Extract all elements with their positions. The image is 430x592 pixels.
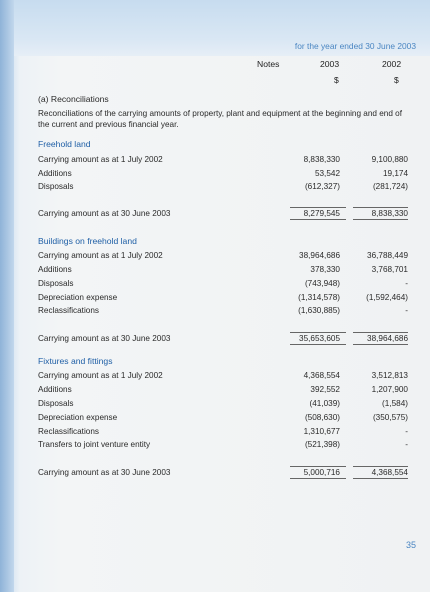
table-row [38, 427, 408, 439]
row-label: Disposals [38, 399, 74, 408]
value-2003: 5,000,716 [303, 468, 340, 477]
value-2002: 19,174 [382, 169, 408, 178]
year-2003-column-header: 2003 [320, 59, 340, 69]
binding-spine [0, 0, 14, 592]
row-label: Carrying amount as at 1 July 2002 [38, 155, 163, 164]
row-label: Depreciation expense [38, 413, 118, 422]
value-2002: 36,788,449 [367, 251, 408, 260]
row-label: Disposals [38, 279, 74, 288]
reconciliations-intro: Reconciliations of the carrying amounts of property, plant and equipment at the beginning and end of the current and previous financial year. [38, 109, 402, 129]
total-row [38, 468, 408, 480]
table-row [38, 251, 408, 263]
value-2003: 38,964,686 [299, 251, 340, 260]
value-2002: (281,724) [372, 182, 408, 191]
total-row [38, 209, 408, 221]
table-row [38, 279, 408, 291]
row-label: Additions [38, 265, 72, 274]
value-2002: 1,207,900 [371, 385, 408, 394]
row-label: Carrying amount as at 1 July 2002 [38, 251, 163, 260]
section-title-freehold-land: Freehold land [38, 139, 91, 149]
total-row [38, 334, 408, 346]
value-2002: 9,100,880 [371, 155, 408, 164]
value-2002: 3,768,701 [371, 265, 408, 274]
table-row [38, 385, 408, 397]
value-2003: (1,314,578) [298, 293, 340, 302]
value-2003: (521,398) [304, 440, 340, 449]
value-2003: 8,838,330 [303, 155, 340, 164]
reconciliations-title: (a) Reconciliations [38, 94, 109, 104]
value-2002: - [405, 279, 408, 288]
table-row [38, 169, 408, 181]
value-2003: (612,327) [304, 182, 340, 191]
row-label: Disposals [38, 182, 74, 191]
value-2003: 1,310,677 [303, 427, 340, 436]
value-2003: (743,948) [304, 279, 340, 288]
table-row [38, 371, 408, 383]
row-label: Carrying amount as at 30 June 2003 [38, 334, 171, 343]
value-2002: (350,575) [372, 413, 408, 422]
year-2002-column-header: 2002 [382, 59, 402, 69]
value-2003: (41,039) [309, 399, 340, 408]
row-label: Carrying amount as at 30 June 2003 [38, 468, 171, 477]
currency-2002: $ [394, 75, 399, 85]
value-2002: 38,964,686 [367, 334, 408, 343]
page-number: 35 [405, 540, 416, 550]
value-2003: 53,542 [314, 169, 340, 178]
notes-column-header: Notes [257, 59, 280, 69]
table-row [38, 155, 408, 167]
row-label: Depreciation expense [38, 293, 118, 302]
row-label: Reclassifications [38, 427, 99, 436]
row-label: Additions [38, 169, 72, 178]
value-2002: 3,512,813 [371, 371, 408, 380]
table-row [38, 182, 408, 194]
row-label: Additions [38, 385, 72, 394]
value-2003: 378,330 [310, 265, 340, 274]
table-row [38, 413, 408, 425]
value-2002: (1,584) [382, 399, 408, 408]
page-header-title: for the year ended 30 June 2003 [294, 41, 416, 51]
table-row [38, 293, 408, 305]
currency-2003: $ [334, 75, 339, 85]
value-2002: 4,368,554 [371, 468, 408, 477]
row-label: Reclassifications [38, 306, 99, 315]
value-2003: (1,630,885) [298, 306, 340, 315]
value-2003: 35,653,605 [299, 334, 340, 343]
value-2002: (1,592,464) [366, 293, 408, 302]
table-row [38, 306, 408, 318]
value-2002: 8,838,330 [371, 209, 408, 218]
value-2002: - [405, 427, 408, 436]
value-2003: 8,279,545 [303, 209, 340, 218]
value-2003: 392,552 [310, 385, 340, 394]
row-label: Transfers to joint venture entity [38, 440, 151, 449]
value-2002: - [405, 440, 408, 449]
row-label: Carrying amount as at 1 July 2002 [38, 371, 163, 380]
section-title-fixtures: Fixtures and fittings [38, 356, 113, 366]
value-2003: (508,630) [304, 413, 340, 422]
table-row [38, 399, 408, 411]
table-row [38, 440, 408, 452]
value-2002: - [405, 306, 408, 315]
value-2003: 4,368,554 [303, 371, 340, 380]
section-title-buildings: Buildings on freehold land [38, 236, 137, 246]
table-row [38, 265, 408, 277]
row-label: Carrying amount as at 30 June 2003 [38, 209, 171, 218]
